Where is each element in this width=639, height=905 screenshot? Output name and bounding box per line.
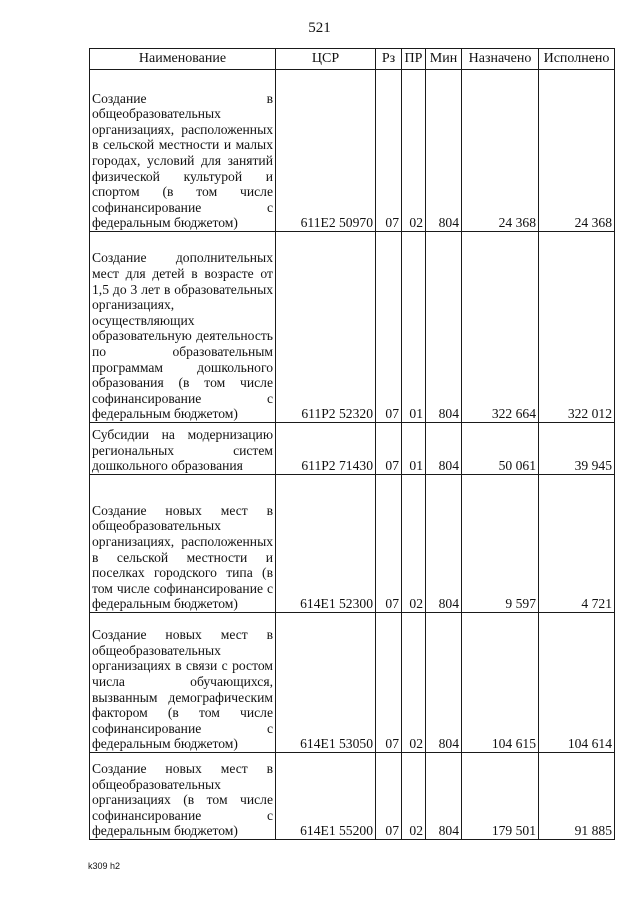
row-csr: 614E1 52300 [276, 475, 376, 613]
row-assigned: 9 597 [462, 475, 539, 613]
row-executed: 4 721 [539, 475, 615, 613]
table-row [90, 475, 615, 613]
footer-code: k309 h2 [88, 861, 121, 871]
row-name: Создание новых мест в общеобразовательных организациях в связи с ростом числа обучающихся, вызванным демографическим фактором (в том числе софинансирование с федеральным бюджетом) [90, 613, 276, 753]
row-rz: 07 [376, 475, 402, 613]
header-min: Мин [426, 49, 462, 70]
row-min: 804 [426, 753, 462, 840]
row-min: 804 [426, 423, 462, 475]
table-row [90, 753, 615, 840]
row-assigned: 24 368 [462, 70, 539, 232]
row-rz: 07 [376, 613, 402, 753]
row-csr: 611E2 50970 [276, 70, 376, 232]
row-min: 804 [426, 232, 462, 423]
row-pr: 01 [402, 232, 426, 423]
table-row [90, 613, 615, 753]
table-row [90, 70, 615, 232]
row-pr: 02 [402, 753, 426, 840]
row-pr: 02 [402, 70, 426, 232]
row-name: Создание дополнительных мест для детей в возрасте от 1,5 до 3 лет в образовательных организациях, осуществляющих образовательную деятельность по образовательным программам дошкольного образования (в том числе софинансирование с федеральным бюджетом) [90, 232, 276, 423]
row-pr: 01 [402, 423, 426, 475]
row-assigned: 179 501 [462, 753, 539, 840]
page-number: 521 [308, 20, 331, 36]
row-executed: 24 368 [539, 70, 615, 232]
header-pr: ПР [402, 49, 426, 70]
header-name: Наименование [90, 49, 276, 70]
row-assigned: 104 615 [462, 613, 539, 753]
table-header-row [90, 49, 615, 70]
row-min: 804 [426, 70, 462, 232]
table-row [90, 232, 615, 423]
row-csr: 611P2 71430 [276, 423, 376, 475]
budget-table [89, 48, 615, 840]
row-executed: 104 614 [539, 613, 615, 753]
row-executed: 322 012 [539, 232, 615, 423]
row-executed: 39 945 [539, 423, 615, 475]
row-rz: 07 [376, 232, 402, 423]
row-rz: 07 [376, 70, 402, 232]
header-assigned: Назначено [462, 49, 539, 70]
header-rz: Рз [376, 49, 402, 70]
row-csr: 614E1 55200 [276, 753, 376, 840]
row-executed: 91 885 [539, 753, 615, 840]
row-rz: 07 [376, 423, 402, 475]
row-min: 804 [426, 475, 462, 613]
header-executed: Исполнено [539, 49, 615, 70]
row-assigned: 50 061 [462, 423, 539, 475]
row-csr: 614E1 53050 [276, 613, 376, 753]
row-pr: 02 [402, 475, 426, 613]
header-csr: ЦСР [276, 49, 376, 70]
row-name: Субсидии на модернизацию региональных систем дошкольного образования [90, 423, 276, 475]
row-assigned: 322 664 [462, 232, 539, 423]
row-rz: 07 [376, 753, 402, 840]
row-name: Создание новых мест в общеобразовательных организациях, расположенных в сельской местности и поселках городского типа (в том числе софинансирование с федеральным бюджетом) [90, 475, 276, 613]
table-row [90, 423, 615, 475]
row-csr: 611P2 52320 [276, 232, 376, 423]
row-name: Создание в общеобразовательных организациях, расположенных в сельской местности и малых городах, условий для занятий физической культурой и спортом (в том числе софинансирование с федеральным бюджетом) [90, 70, 276, 232]
row-min: 804 [426, 613, 462, 753]
row-name: Создание новых мест в общеобразовательных организациях (в том числе софинансирование с федеральным бюджетом) [90, 753, 276, 840]
row-pr: 02 [402, 613, 426, 753]
